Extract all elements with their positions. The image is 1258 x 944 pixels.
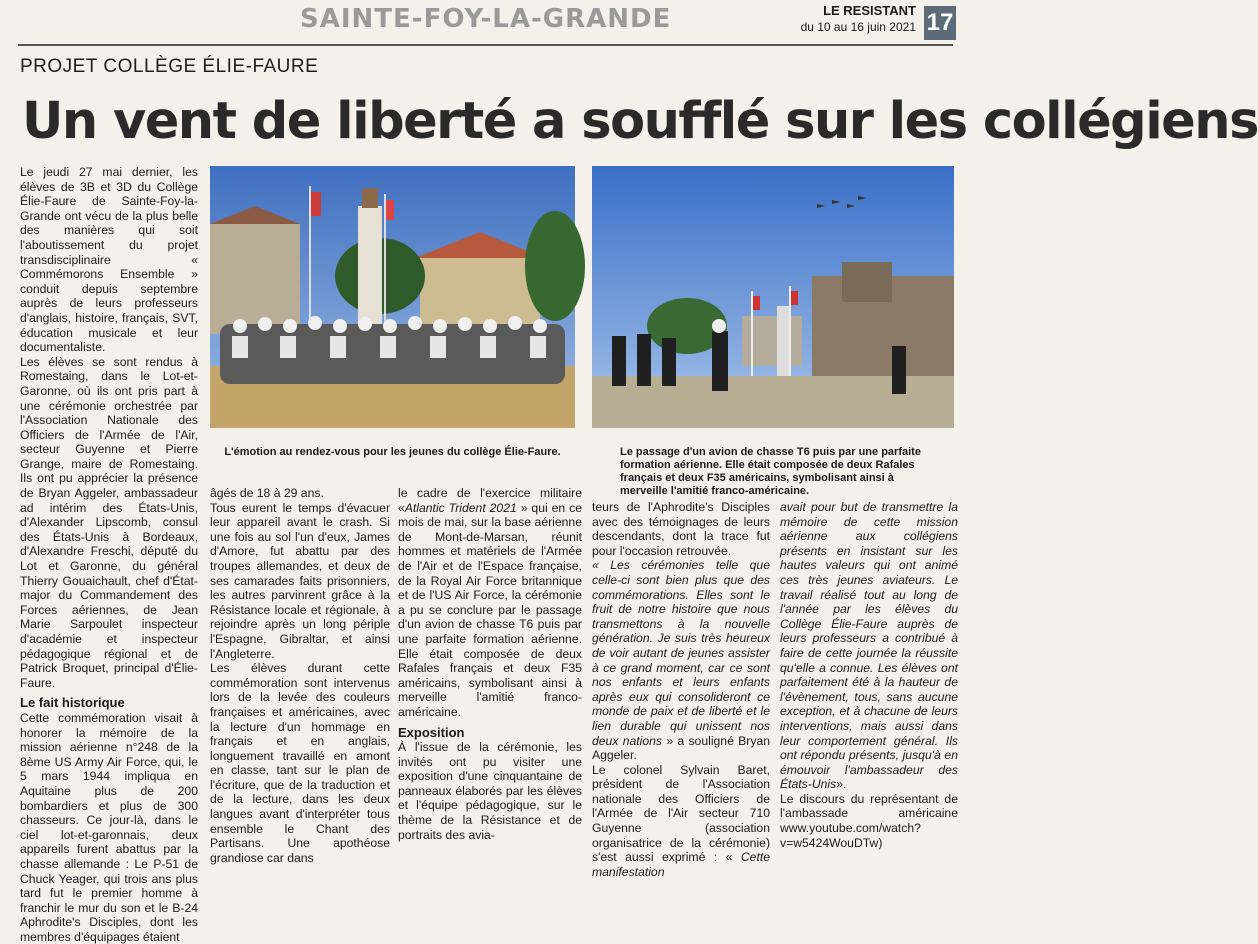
article-headline: Un vent de liberté a soufflé sur les collégiens	[22, 92, 1258, 151]
paragraph: Les élèves se sont rendus à Romestaing, dans le Lot-et-Garonne, où ils ont pris part à une cérémonie orchestrée par l'Association Nationale des Officiers de l'Armée de l'Air, secteur Guyenne et Pierre Grange, maire de Romestaing. Ils ont pu apprécier la présence de Bryan Aggeler, ambassadeur ad intérim des États-Unis, d'Alexander Lipscomb, consul des États-Unis à Bordeaux, d'Alexandre Freschi, député du Lot et Garonne, du général Thierry Gouaichault, chef d'État-major du Commandement des Forces aériennes, de Jean Marie Sarpoulet inspecteur d'académie et inspecteur pédagogique régional et de Patrick Broquet, principal d'Élie-Faure.	[20, 354, 198, 690]
photo-aircraft-flyover	[592, 166, 954, 428]
newspaper-name: LE RESISTANT	[823, 3, 916, 18]
paragraph: À l'issue de la cérémonie, les invités ont pu visiter une exposition d'une cinquantaine de panneaux élaborés par les élèves et l'équipe pédagogique, sur le thème de la Résistance et de portraits des avia-	[398, 740, 582, 842]
paragraph: Le discours du représentant de l'ambassade américaine www.youtube.com/watch?v=w5424WouDTw)	[780, 791, 958, 850]
paragraph: Cette commémoration visait à honorer la mémoire de la mission aérienne n°248 de la 8ème US Army Air Force, qui, le 5 mars 1944 impliqua en Aquitaine plus de 200 bombardiers et plus de 300 chasseurs. Ce jour-là, dans le ciel lot-et-garonnais, deux appareils furent abattus par la chasse allemande : Le P-51 de Chuck Yeager, qui trois ans plus tard fut le premier homme à franchir le mur du son et le B-24 Aphrodite's Disciples, dont les membres d'équipages étaient	[20, 710, 198, 944]
section-town-title: SAINTE-FOY-LA-GRANDE	[300, 4, 672, 34]
photo-caption: L'émotion au rendez-vous pour les jeunes du collège Élie-Faure.	[224, 446, 561, 458]
photo-students-at-monument	[210, 166, 575, 428]
article-column-2	[210, 486, 390, 865]
paragraph: Tous eurent le temps d'évacuer leur appareil avant le crash. Si une fois au sol l'un d'eux, James d'Amore, fut abattu par des troupes allemandes, et deux de ses camarades faits prisonniers, les autres parvinrent grâce à la Résistance locale et régionale, à rejoindre après un long périple l'Espagne, Gibraltar, et ainsi l'Angleterre.	[210, 500, 390, 661]
article-column-3	[398, 486, 582, 842]
article-kicker: PROJET COLLÈGE ÉLIE-FAURE	[20, 56, 319, 77]
article-column-1	[20, 165, 198, 944]
article-column-4	[592, 500, 770, 879]
subheading: Le fait historique	[20, 695, 125, 711]
paragraph: le cadre de l'exercice militaire «Atlantic Trident 2021 » qui en ce mois de mai, sur la base aérienne de Mont-de-Marsan, réunit hommes et matériels de l'Armée de l'Air et de l'Espace française, de la Royal Air Force britannique et de l'US Air Force, la cérémonie a pu se conclure par le passage d'un avion de chasse T6 puis par une parfaite formation aérienne. Elle était composée de deux Rafales français et deux F35 américains, symbolisant ainsi à merveille l'amitié franco-américaine.	[398, 486, 582, 719]
photo-caption: Le passage d'un avion de chasse T6 puis par une parfaite formation aérienne. Elle était composée de deux Rafales français et deux F35 américains, symbolisant ainsi à merveille l'amitié franco-américaine.	[620, 446, 921, 497]
issue-dates: du 10 au 16 juin 2021	[800, 20, 916, 34]
paragraph: âgés de 18 à 29 ans.	[210, 486, 324, 500]
paragraph: Les élèves durant cette commémoration sont intervenus lors de la levée des couleurs françaises et américaines, avec la lecture d'un hommage en français et en anglais, longuement travaillé en amont en classe, tant sur le plan de l'écriture, que de la traduction et de la lecture, dans les deux langues avant d'interpréter tous ensemble le Chant des Partisans. Une apothéose grandiose car dans	[210, 661, 390, 865]
quote-paragraph: « Les cérémonies telle que celle-ci sont bien plus que des commémorations. Elles sont le fruit de notre histoire que nous transmettons à la nouvelle génération. Je suis très heureux de voir autant de jeunes assister à ce grand moment, car ce sont nos enfants et leurs enfants après eux qui consolideront ce monde de paix et de liberté et le lien durable qui unissent nos deux nations » a souligné Bryan Aggeler.	[592, 558, 770, 763]
paragraph: teurs de l'Aphrodite's Disciples avec des témoignages de leurs descendants, dont la trace fut pour l'occasion retrouvée.	[592, 500, 770, 558]
masthead-rule	[18, 44, 953, 46]
quote-paragraph: avait pour but de transmettre la mémoire de cette mission aérienne aux collégiens présents en insistant sur les hautes valeurs qui ont animé ces très jeunes aviateurs. Le travail réalisé tout au long de l'année par les élèves du Collège Élie-Faure auprès de leurs professeurs a contribué à faire de cette journée la réussite qu'elle a connue. Les élèves ont parfaitement été à la hauteur de l'évènement, tous, sans aucune exception, et à chacune de leurs interventions, mais aussi dans leur comportement général. Ils ont répondu présents, jusqu'à en émouvoir l'ambassadeur des États-Unis».	[780, 500, 958, 792]
page-number: 17	[924, 6, 956, 40]
masthead	[0, 0, 978, 44]
paragraph: Le jeudi 27 mai dernier, les élèves de 3B et 3D du Collège Élie-Faure de Sainte-Foy-la-Grande ont vécu de la plus belle des manières qui soit l'aboutissement du projet transdisciplinaire « Commémorons Ensemble » conduit depuis septembre auprès de leurs professeurs d'anglais, histoire, français, SVT, éducation musicale et leur documentaliste.	[20, 165, 198, 355]
article-column-5	[780, 500, 958, 850]
paragraph: Le colonel Sylvain Baret, président de l'Association nationale des Officiers de l'Armée de l'Air secteur 710 Guyenne (association organisatrice de la cérémonie) s'est aussi exprimé : « Cette manifestation	[592, 762, 770, 879]
subheading: Exposition	[398, 724, 465, 740]
